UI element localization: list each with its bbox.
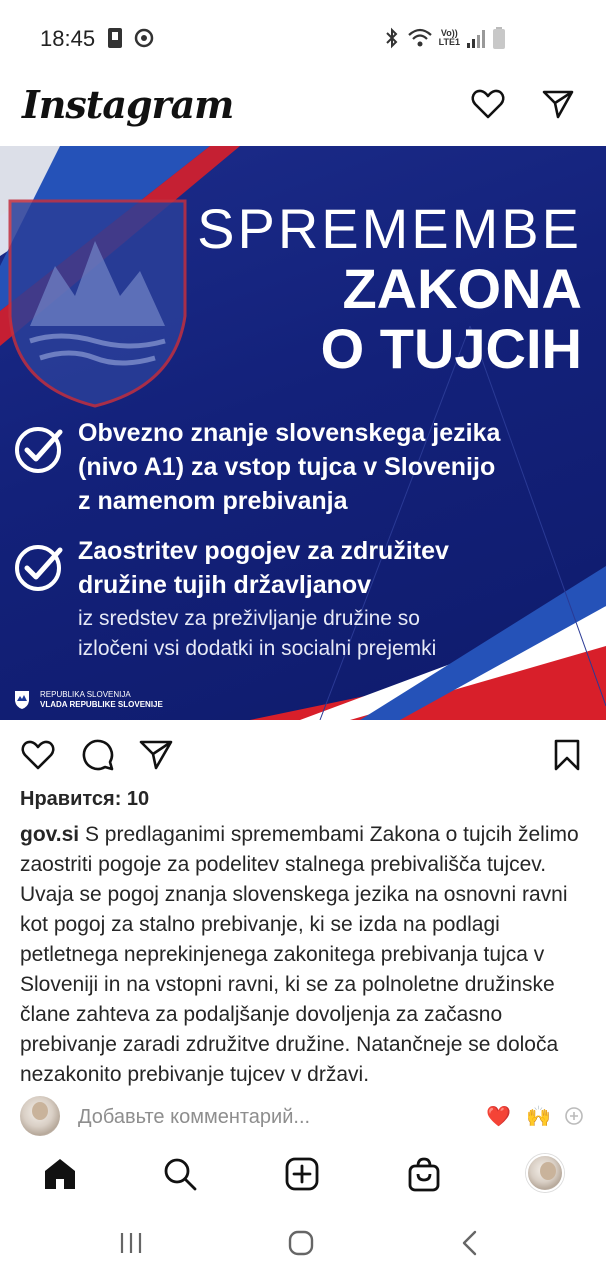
wifi-icon: [407, 27, 433, 49]
checkmark-icon: [12, 422, 66, 476]
comment-icon[interactable]: [80, 738, 116, 772]
comment-input[interactable]: Добавьте комментарий...: [78, 1106, 311, 1128]
image-item-1: Obvezno znanje slovenskega jezika (nivo A1) za vstop tujca v Slovenijo z namenom prebivanja: [12, 416, 500, 518]
instagram-logo[interactable]: Instagram: [22, 82, 234, 127]
heart-icon[interactable]: [470, 86, 506, 122]
new-post-icon[interactable]: [284, 1156, 320, 1192]
bookmark-icon[interactable]: [552, 738, 582, 772]
sim-icon: [104, 26, 126, 50]
share-icon[interactable]: [138, 738, 174, 772]
home-button-icon[interactable]: [288, 1230, 314, 1256]
signal-icon: [466, 27, 486, 49]
commenter-avatar: [20, 1096, 60, 1136]
post-image[interactable]: [0, 146, 606, 720]
likes-count[interactable]: Нравится: 10: [20, 788, 150, 810]
battery-icon: [492, 26, 506, 50]
add-comment-row: [0, 1094, 606, 1140]
image-title-line2: ZAKONA: [342, 257, 582, 320]
image-title-line3: O TUJCIH: [320, 317, 582, 380]
profile-avatar[interactable]: [526, 1154, 564, 1192]
recents-icon[interactable]: [118, 1230, 144, 1256]
direct-message-icon[interactable]: [540, 86, 576, 122]
caption-text: S predlaganimi spremembami Zakona o tujcih želimo zaostriti pogoje za podelitev stalnega prebivališča tujcev. Uvaja se pogoj znanja slovenskega jezika na osnovni ravni kot pogoj za stalno prebivanje, ki se izda na podlagi petletnega neprekinjenega zakonitega prebivanja tujca v Sloveniji in na vstopni ravni, ki se za polnoletne družinske člane zahteva za podaljšanje dovoljenja za začasno prebivanje zaradi združitve družine. Natančneje se določa nezakonito prebivanje tujcev v državi.: [20, 823, 579, 1086]
search-icon[interactable]: [162, 1156, 198, 1192]
checkmark-icon: [12, 540, 66, 594]
heart-emoji-button[interactable]: ❤️: [486, 1106, 511, 1128]
bluetooth-icon: [383, 26, 401, 50]
slovenia-coat-of-arms-icon: [14, 690, 30, 710]
government-badge: REPUBLIKA SLOVENIJA VLADA REPUBLIKE SLOVENIJE: [14, 690, 163, 710]
image-title-line1: SPREMEMBE: [197, 197, 582, 260]
system-navigation-bar: [0, 1206, 606, 1280]
raised-hands-emoji-button[interactable]: 🙌: [526, 1106, 551, 1128]
shop-icon[interactable]: [406, 1156, 442, 1192]
post-caption: [20, 820, 590, 1090]
bottom-navigation: [0, 1142, 606, 1206]
caption-username[interactable]: gov.si: [20, 823, 80, 846]
image-item-2: Zaostritev pogojev za združitev družine tujih državljanov iz sredstev za preživljanje družine so izločeni vsi dodatki in socialni prejemki: [12, 534, 449, 664]
back-icon[interactable]: [460, 1230, 480, 1256]
volte-indicator: Vo)) LTE1: [438, 28, 460, 47]
status-time: 18:45: [40, 26, 96, 51]
add-emoji-icon[interactable]: [564, 1106, 584, 1126]
app-header: [0, 78, 606, 146]
like-heart-icon[interactable]: [20, 738, 56, 772]
post-actions: [0, 720, 606, 786]
sync-icon: [132, 26, 156, 50]
status-bar: [0, 0, 606, 78]
home-icon[interactable]: [42, 1156, 78, 1192]
